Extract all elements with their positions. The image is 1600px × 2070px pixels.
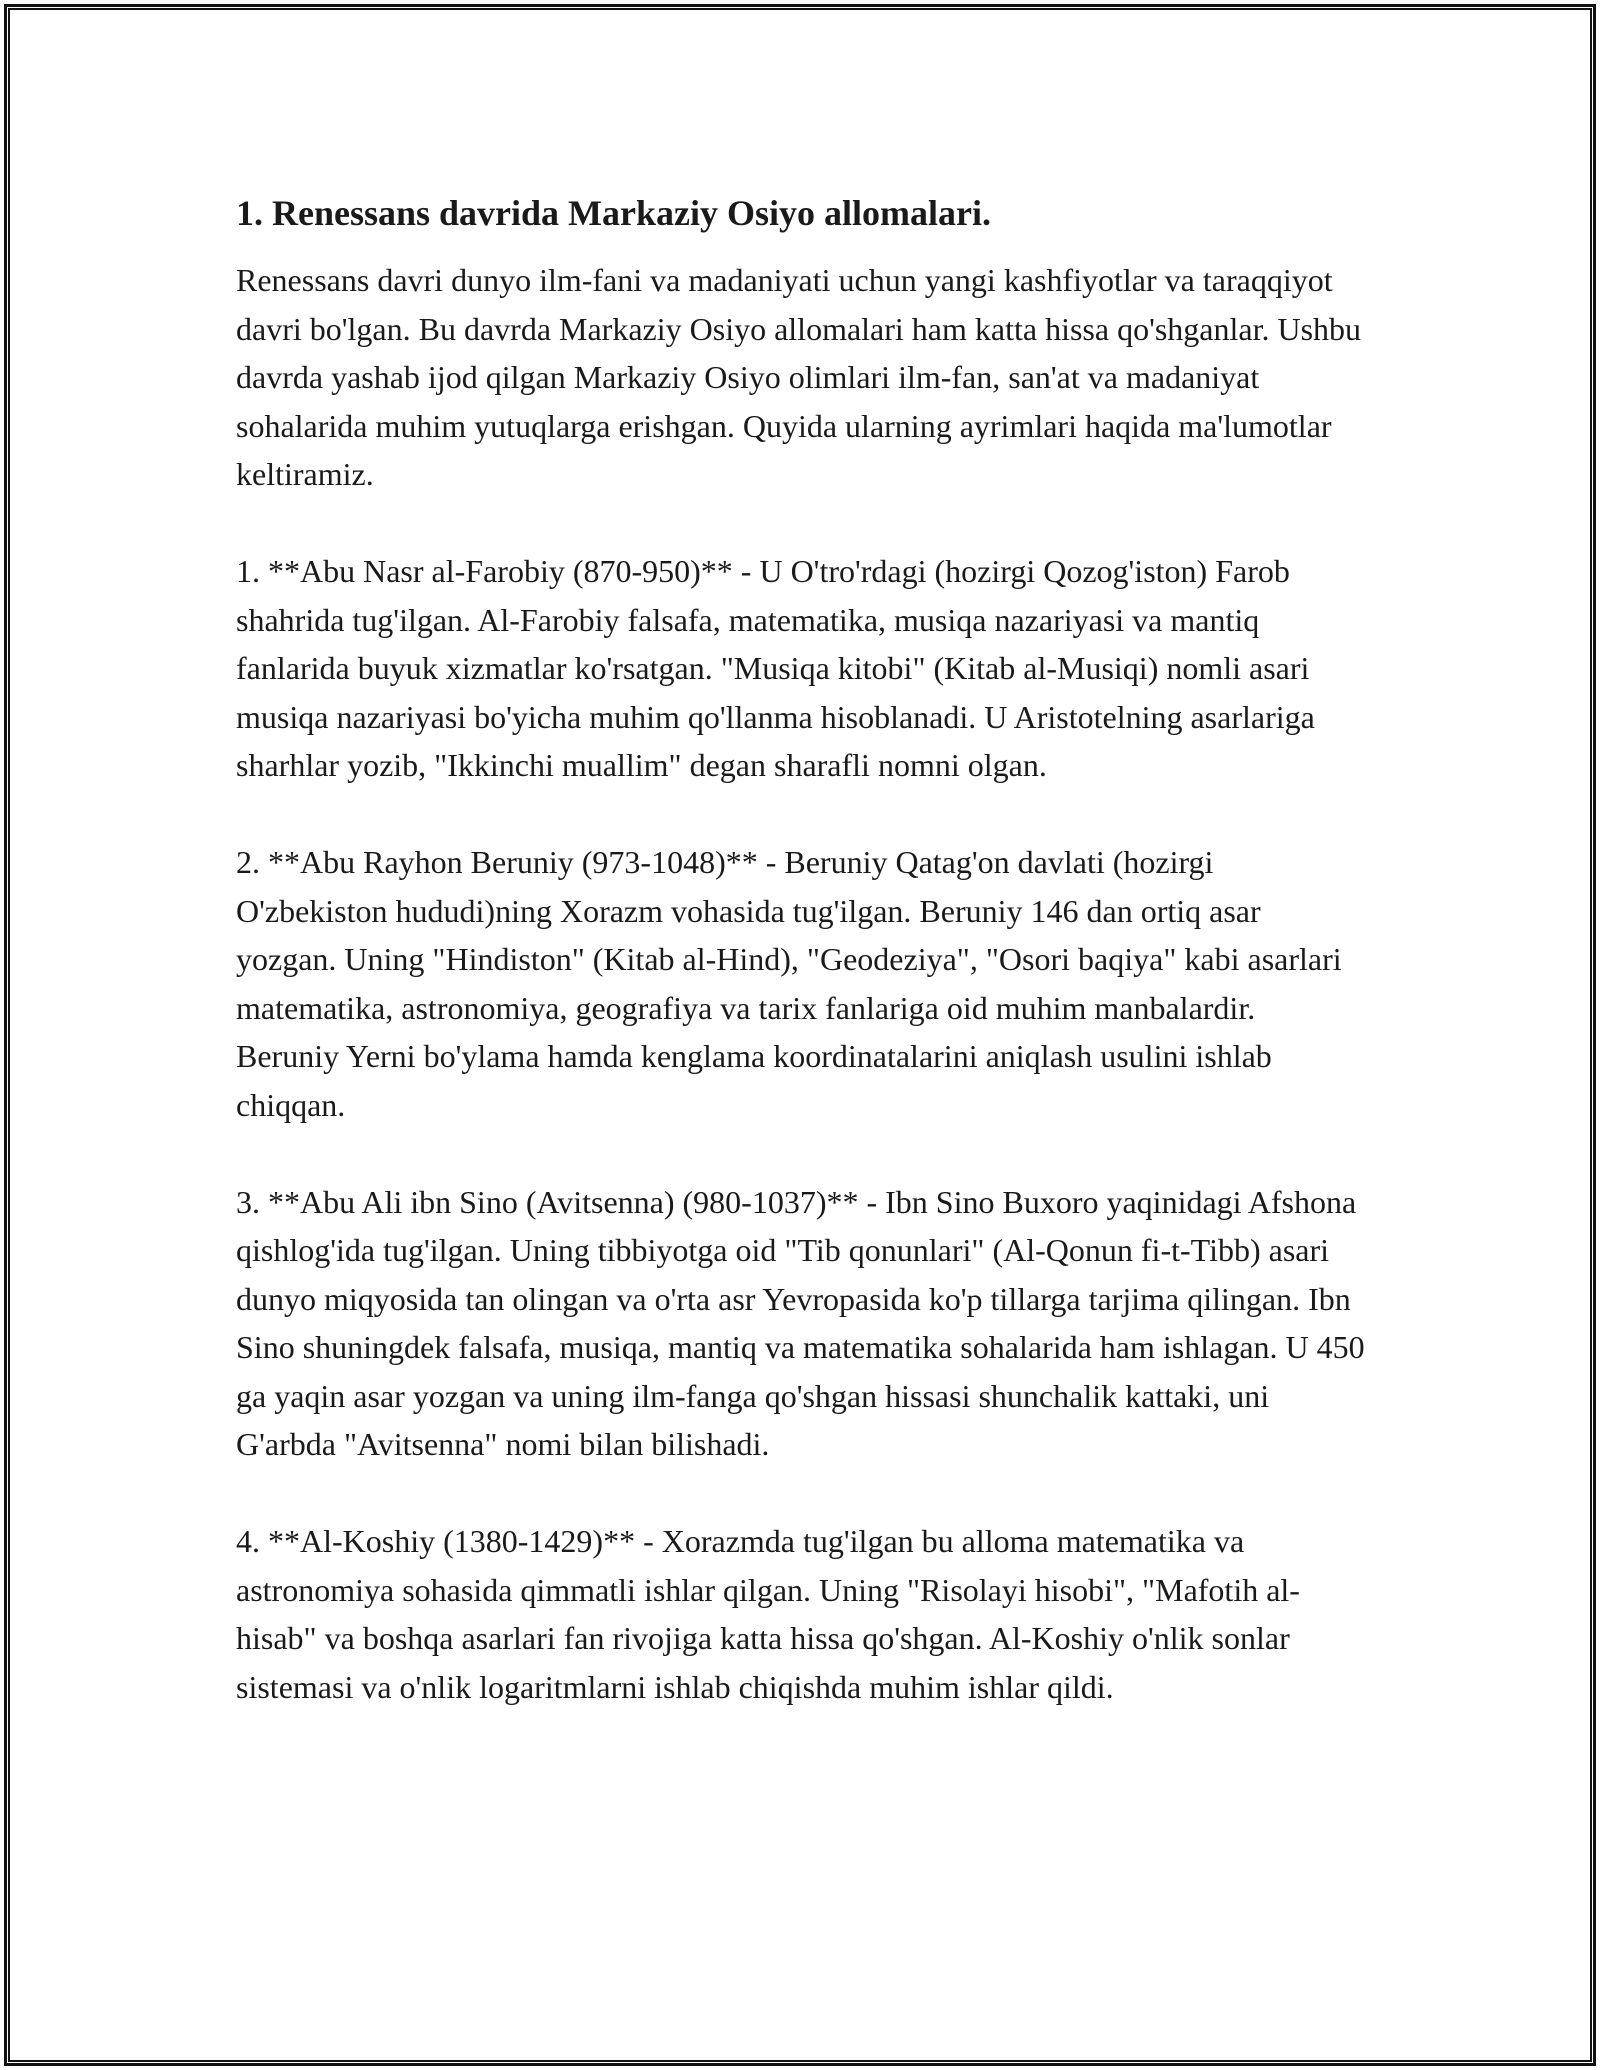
paragraph-farobiy: 1. **Abu Nasr al-Farobiy (870-950)** - U O'tro'rdagi (hozirgi Qozog'iston) Farob shahrida tug'ilgan. Al-Farobiy falsafa, matematika, musiqa nazariyasi va mantiq fanlarida buyuk xizmatlar ko'rsatgan. "Musiqa kitobi" (Kitab al-Musiqi) nomli asari musiqa nazariyasi bo'yicha muhim qo'llanma hisoblanadi. U Aristotelning asarlariga sharhlar yozib, "Ikkinchi muallim" degan sharafli nomni olgan. xyxy=(236,553,1315,783)
intro-paragraph: Renessans davri dunyo ilm-fani va madaniyati uchun yangi kashfiyotlar va taraqqiyot davri bo'lgan. Bu davrda Markaziy Osiyo allomalari ham katta hissa qo'shganlar. Ushbu davrda yashab ijod qilgan Markaziy Osiyo olimlari ilm-fan, san'at va madaniyat sohalarida muhim yutuqlarga erishgan. Quyida ularning ayrimlari haqida ma'lumotlar keltiramiz. xyxy=(236,262,1362,492)
document-title: 1. Renessans davrida Markaziy Osiyo allomalari. xyxy=(236,193,991,233)
paragraph-beruniy: 2. **Abu Rayhon Beruniy (973-1048)** - Beruniy Qatag'on davlati (hozirgi O'zbekiston hududi)ning Xorazm vohasida tug'ilgan. Beruniy 146 dan ortiq asar yozgan. Uning "Hindiston" (Kitab al-Hind), "Geodeziya", "Osori baqiya" kabi asarlari matematika, astronomiya, geografiya va tarix fanlariga oid muhim manbalardir. Beruniy Yerni bo'ylama hamda kenglama koordinatalarini aniqlash usulini ishlab chiqqan. xyxy=(236,844,1342,1123)
document-body xyxy=(236,188,1366,1760)
paragraph-ibn-sino: 3. **Abu Ali ibn Sino (Avitsenna) (980-1037)** - Ibn Sino Buxoro yaqinidagi Afshona qishlog'ida tug'ilgan. Uning tibbiyotga oid "Tib qonunlari" (Al-Qonun fi-t-Tibb) asari dunyo miqyosida tan olingan va o'rta asr Yevropasida ko'p tillarga tarjima qilingan. Ibn Sino shuningdek falsafa, musiqa, mantiq va matematika sohalarida ham ishlagan. U 450 ga yaqin asar yozgan va uning ilm-fanga qo'shgan hissasi shunchalik kattaki, uni G'arbda "Avitsenna" nomi bilan bilishadi. xyxy=(236,1183,1365,1462)
paragraph-koshiy: 4. **Al-Koshiy (1380-1429)** - Xorazmda tug'ilgan bu alloma matematika va astronomiya sohasida qimmatli ishlar qilgan. Uning "Risolayi hisobi", "Mafotih al-hisab" va boshqa asarlari fan rivojiga katta hissa qo'shgan. Al-Koshiy o'nlik sonlar sistemasi va o'nlik logaritmlarni ishlab chiqishda muhim ishlar qildi. xyxy=(236,1523,1300,1705)
